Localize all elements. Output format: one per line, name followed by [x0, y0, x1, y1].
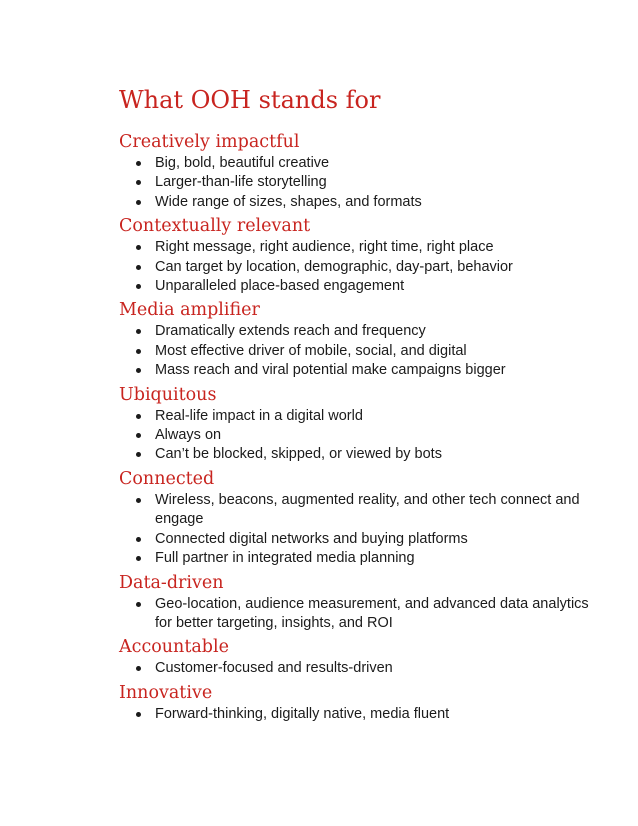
bullet-text: Connected digital networks and buying platforms: [155, 530, 468, 547]
bullet-text: Can’t be blocked, skipped, or viewed by bots: [155, 446, 442, 463]
bullet-text: Big, bold, beautiful creative: [155, 155, 330, 171]
bullet-text: Wide range of sizes, shapes, and formats: [155, 193, 422, 210]
bullet-list: [119, 407, 589, 465]
bullet-dot-icon: [136, 161, 141, 166]
page-title: What OOH stands for: [119, 86, 381, 114]
bullet-item: [119, 258, 589, 277]
section-heading: Media amplifier: [119, 300, 260, 321]
bullet-item: [119, 193, 589, 212]
bullet-dot-icon: [136, 245, 141, 250]
section: [119, 299, 589, 380]
section-heading: Creatively impactful: [119, 132, 300, 152]
bullet-item: [119, 595, 589, 634]
bullet-dot-icon: [136, 180, 141, 185]
section-heading: Data-driven: [119, 572, 224, 593]
section: [119, 468, 589, 569]
section: [119, 682, 589, 724]
bullet-text: Unparalleled place-based engagement: [155, 278, 405, 295]
bullet-text: Geo-location, audience measurement, and advanced data analytics for better targeting, insights, and ROI: [155, 595, 589, 631]
bullet-list: [119, 238, 589, 296]
section: [119, 131, 589, 212]
section-heading: Contextually relevant: [119, 216, 311, 237]
bullet-list: [119, 491, 589, 569]
bullet-text: Mass reach and viral potential make campaigns bigger: [155, 362, 506, 379]
bullet-item: [119, 154, 589, 173]
bullet-list: [119, 154, 589, 212]
bullet-list: [119, 659, 589, 678]
sections-container: [119, 131, 589, 724]
bullet-text: Real-life impact in a digital world: [155, 407, 363, 424]
bullet-item: [119, 426, 589, 445]
bullet-list: [119, 595, 589, 634]
bullet-dot-icon: [136, 452, 141, 457]
bullet-item: [119, 491, 589, 530]
bullet-text: Forward-thinking, digitally native, media fluent: [155, 705, 450, 722]
bullet-text: Dramatically extends reach and frequency: [155, 323, 426, 340]
bullet-dot-icon: [136, 666, 141, 671]
bullet-text: Can target by location, demographic, day-part, behavior: [155, 258, 513, 275]
section: [119, 215, 589, 296]
bullet-dot-icon: [136, 329, 141, 334]
bullet-text: Customer-focused and results-driven: [155, 660, 393, 677]
bullet-text: Most effective driver of mobile, social, and digital: [155, 342, 467, 359]
bullet-text: Always on: [155, 427, 222, 444]
bullet-item: [119, 322, 589, 341]
bullet-dot-icon: [136, 433, 141, 438]
bullet-list: [119, 322, 589, 380]
bullet-dot-icon: [136, 602, 141, 607]
bullet-item: [119, 342, 589, 361]
bullet-dot-icon: [136, 265, 141, 270]
bullet-dot-icon: [136, 712, 141, 717]
bullet-dot-icon: [136, 537, 141, 542]
bullet-item: [119, 407, 589, 426]
section-heading: Innovative: [119, 682, 213, 703]
section: [119, 572, 589, 634]
bullet-item: [119, 445, 589, 464]
bullet-text: Full partner in integrated media planning: [155, 550, 415, 567]
bullet-dot-icon: [136, 200, 141, 205]
bullet-dot-icon: [136, 498, 141, 503]
section-heading: Connected: [119, 468, 215, 489]
bullet-dot-icon: [136, 556, 141, 561]
bullet-text: Wireless, beacons, augmented reality, and other tech connect and engage: [155, 491, 580, 528]
bullet-item: [119, 173, 589, 192]
bullet-item: [119, 549, 589, 568]
bullet-item: [119, 277, 589, 296]
bullet-item: [119, 361, 589, 380]
bullet-item: [119, 705, 589, 724]
bullet-dot-icon: [136, 368, 141, 373]
bullet-item: [119, 530, 589, 549]
section: [119, 636, 589, 678]
bullet-dot-icon: [136, 414, 141, 419]
bullet-list: [119, 705, 589, 724]
section: [119, 384, 589, 465]
bullet-item: [119, 238, 589, 257]
bullet-text: Right message, right audience, right time, right place: [155, 239, 494, 256]
bullet-dot-icon: [136, 349, 141, 354]
bullet-item: [119, 659, 589, 678]
section-heading: Accountable: [119, 637, 229, 658]
section-heading: Ubiquitous: [119, 384, 217, 405]
bullet-text: Larger-than-life storytelling: [155, 174, 327, 191]
bullet-dot-icon: [136, 284, 141, 289]
